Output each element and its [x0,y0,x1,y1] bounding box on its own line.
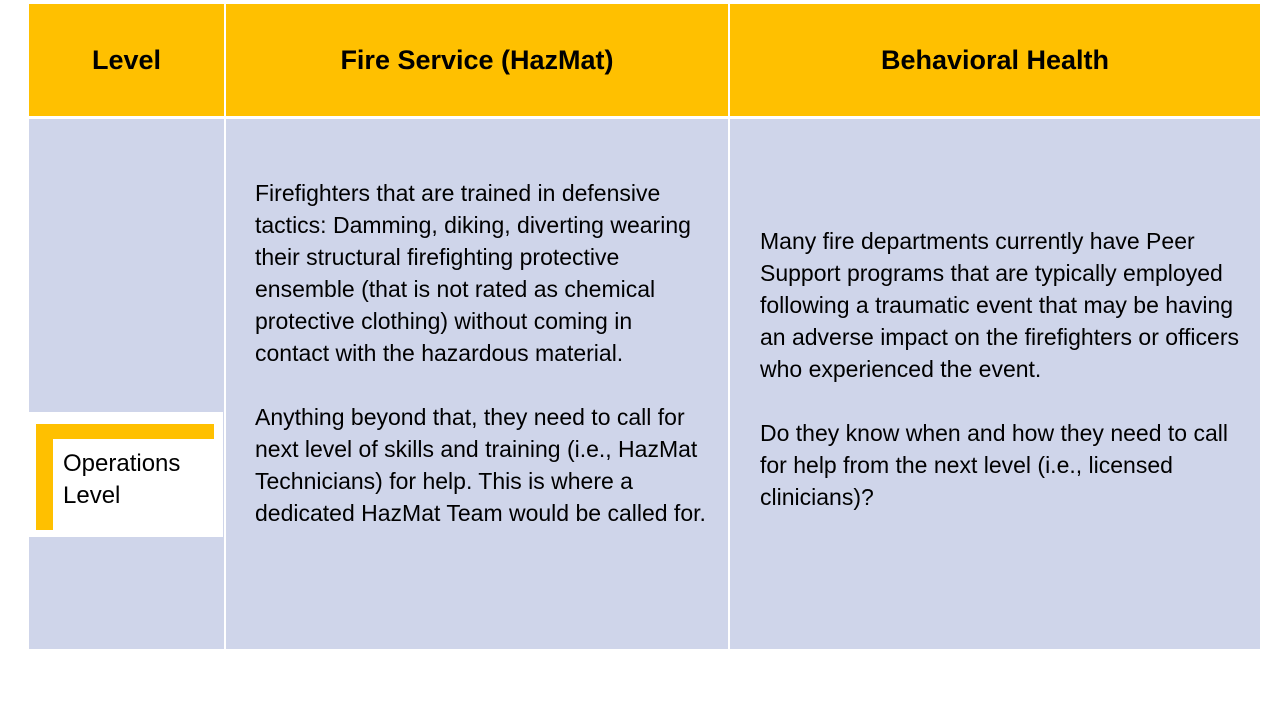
fire-service-paragraph-1: Firefighters that are trained in defensive tactics: Damming, diking, diverting wearing their structural firefighting protective ensemble (that is not rated as chemical protective clothing) without coming in contact with the hazardous material. [255,180,691,366]
comparison-table [29,4,1260,649]
header-behavioral-health: Behavioral Health [730,4,1260,116]
cell-level [29,119,224,649]
behavioral-health-paragraph-2: Do they know when and how they need to call for help from the next level (i.e., licensed clinicians)? [760,420,1228,510]
level-callout [29,412,223,537]
behavioral-health-paragraph-1: Many fire departments currently have Peer Support programs that are typically employed following a traumatic event that may be having an adverse impact on the firefighters or officers who experienced the event. [760,228,1239,382]
cell-fire-service [226,119,728,649]
behavioral-health-text [760,225,1248,513]
level-accent-bar-left [36,424,53,530]
fire-service-paragraph-2: Anything beyond that, they need to call for next level of skills and training (i.e., HazMat Technicians) for help. This is where a dedicated HazMat Team would be called for. [255,404,706,526]
level-accent-bar-top [36,424,214,439]
header-level: Level [29,4,224,116]
level-label: Operations Level [63,450,181,509]
cell-behavioral-health [730,119,1260,649]
fire-service-text [255,177,711,529]
header-fire-service: Fire Service (HazMat) [226,4,728,116]
